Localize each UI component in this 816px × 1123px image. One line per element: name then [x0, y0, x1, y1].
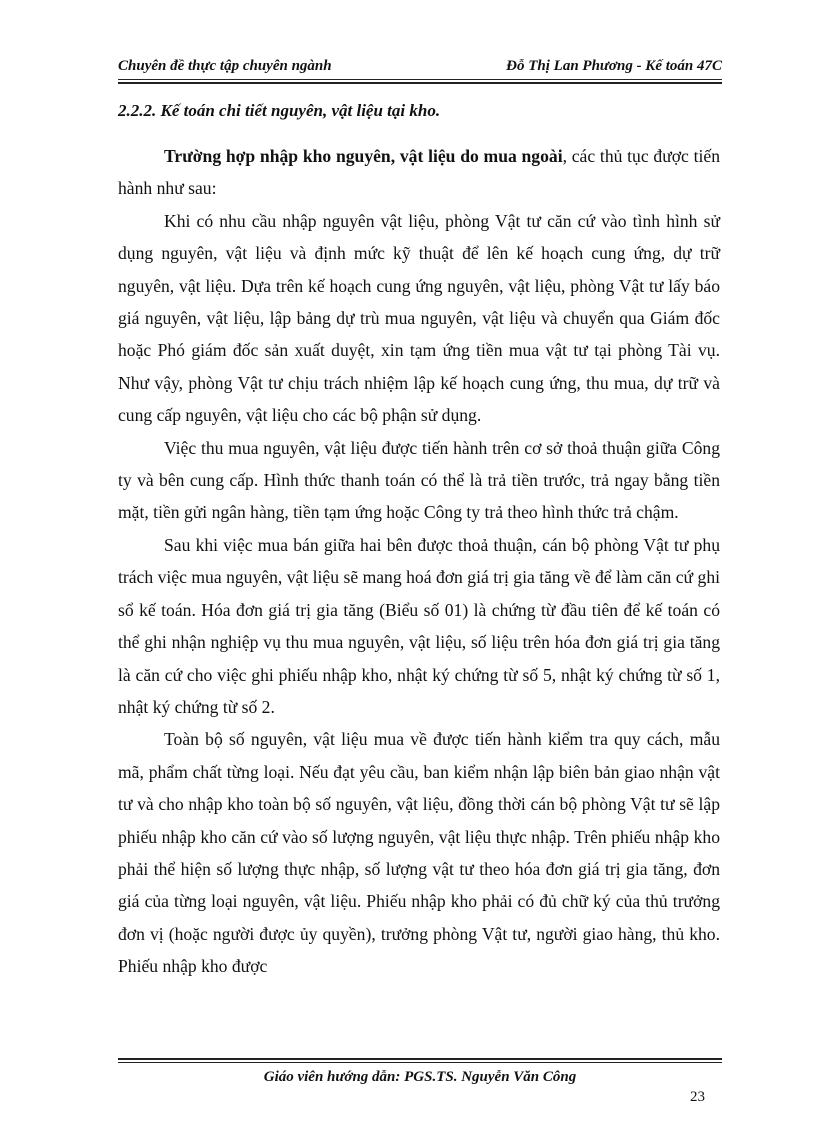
paragraph-1	[118, 140, 720, 205]
footer-divider-thick	[118, 1058, 722, 1060]
section-title: 2.2.2. Kế toán chi tiết nguyên, vật liệu tại kho.	[118, 101, 441, 120]
paragraph-1-lead: Trường hợp nhập kho nguyên, vật liệu do mua ngoài	[164, 146, 563, 166]
paragraph-1-rest: , các thủ tục được tiến hành như sau:	[118, 146, 720, 199]
header-course-title: Chuyên đề thực tập chuyên ngành	[118, 58, 332, 74]
page-number: 23	[690, 1089, 705, 1105]
header-author: Đỗ Thị Lan Phương - Kế toán 47C	[506, 58, 722, 74]
header-divider-thick	[118, 82, 722, 84]
footer-instructor: Giáo viên hướng dẫn: PGS.TS. Nguyễn Văn Công	[263, 1069, 577, 1085]
page-header	[118, 58, 722, 80]
header-divider	[118, 79, 722, 80]
footer-divider	[118, 1062, 722, 1063]
paragraph-2: Khi có nhu cầu nhập nguyên vật liệu, phòng Vật tư căn cứ vào tình hình sử dụng nguyên, vật liệu và định mức kỹ thuật để lên kế hoạch cung ứng, dự trữ nguyên, vật liệu. Dựa trên kế hoạch cung ứng nguyên, vật liệu, phòng Vật tư lấy báo giá nguyên, vật liệu, lập bảng dự trù mua nguyên, vật liệu và chuyển qua Giám đốc hoặc Phó giám đốc sản xuất duyệt, xin tạm ứng tiền mua vật tư tại phòng Tài vụ. Như vậy, phòng Vật tư chịu trách nhiệm lập kế hoạch cung ứng, thu mua, dự trữ và cung cấp nguyên, vật liệu cho các bộ phận sử dụng.	[118, 210, 720, 426]
paragraph-3: Việc thu mua nguyên, vật liệu được tiến hành trên cơ sở thoả thuận giữa Công ty và bên cung cấp. Hình thức thanh toán có thể là trả tiền trước, trả ngay bằng tiền mặt, tiền gửi ngân hàng, tiền tạm ứng hoặc Công ty trả theo hình thức trả chậm.	[118, 437, 720, 523]
body-text	[118, 140, 720, 983]
paragraph-4: Sau khi việc mua bán giữa hai bên được thoả thuận, cán bộ phòng Vật tư phụ trách việc mua nguyên, vật liệu sẽ mang hoá đơn giá trị gia tăng về để làm căn cứ ghi sổ kế toán. Hóa đơn giá trị gia tăng (Biểu số 01) là chứng từ đầu tiên để kế toán có thể ghi nhận nghiệp vụ thu mua nguyên, vật liệu, số liệu trên hóa đơn giá trị gia tăng là căn cứ cho việc ghi phiếu nhập kho, nhật ký chứng từ số 5, nhật ký chứng từ số 1, nhật ký chứng từ số 2.	[118, 534, 720, 717]
paragraph-5: Toàn bộ số nguyên, vật liệu mua về được tiến hành kiểm tra quy cách, mẫu mã, phẩm chất từng loại. Nếu đạt yêu cầu, ban kiểm nhận lập biên bản giao nhận vật tư và cho nhập kho toàn bộ số nguyên, vật liệu, đồng thời cán bộ phòng Vật tư sẽ lập phiếu nhập kho căn cứ vào số lượng nguyên, vật liệu thực nhập. Trên phiếu nhập kho phải thể hiện số lượng thực nhập, số lượng vật tư theo hóa đơn giá trị gia tăng, đơn giá của từng loại nguyên, vật liệu. Phiếu nhập kho phải có đủ chữ ký của thủ trưởng đơn vị (hoặc người được ủy quyền), trưởng phòng Vật tư, người giao hàng, thủ kho. Phiếu nhập kho được	[118, 729, 720, 977]
